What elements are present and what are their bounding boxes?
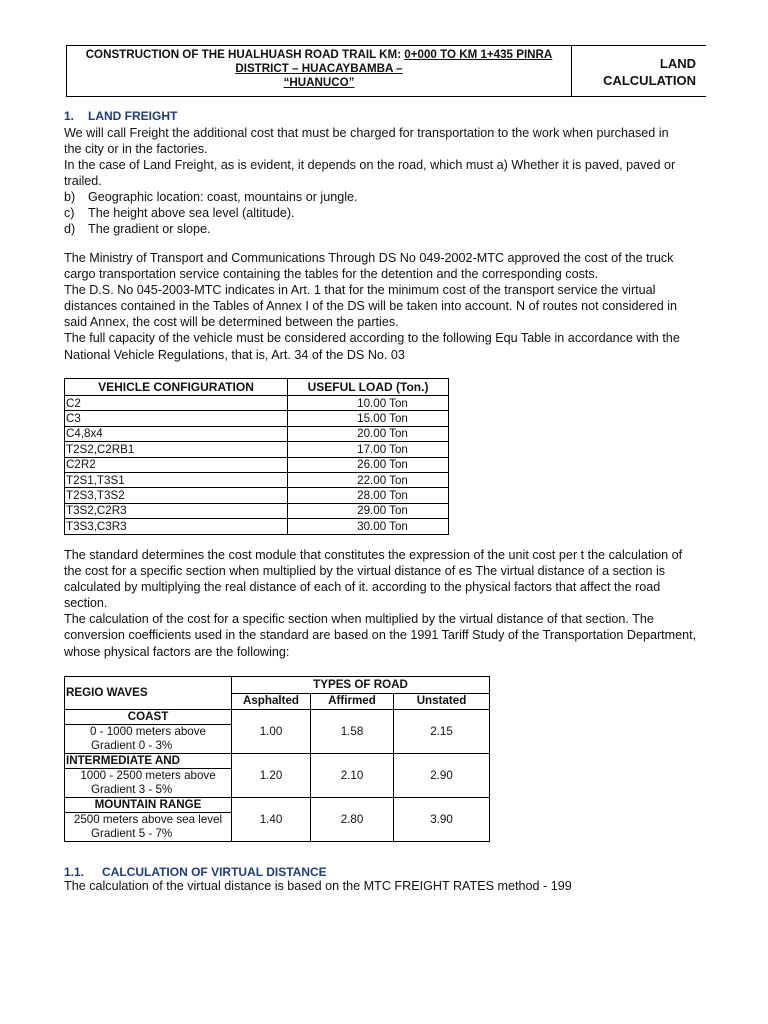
coefficient-cell: 2.80 xyxy=(311,798,394,842)
column-header: VEHICLE CONFIGURATION xyxy=(65,379,288,396)
region-gradient: Gradient 3 - 5% xyxy=(65,783,232,798)
list-marker: c) xyxy=(64,206,75,220)
section-1-1-heading xyxy=(64,865,327,879)
para3-line: the cost for a specific section when multiplied by the virtual distance of es The virtual distance of a section is xyxy=(64,564,666,579)
section-1-1-number: 1.1. xyxy=(64,865,85,879)
coefficient-cell: 1.00 xyxy=(232,710,311,754)
coefficient-cell: 1.58 xyxy=(311,710,394,754)
paragraph-3 xyxy=(64,547,704,660)
para4-line: The calculation of the virtual distance is based on the MTC FREIGHT RATES method - 199 xyxy=(64,879,572,893)
useful-load-cell: 29.00 Ton xyxy=(288,503,449,518)
table-row xyxy=(65,798,490,813)
list-item xyxy=(64,205,295,221)
para2-line: cargo transportation service containing the tables for the detention and the corresponding costs. xyxy=(64,267,599,282)
para1-line: the city or in the factories. xyxy=(64,142,208,157)
side-line1: LAND xyxy=(659,56,696,71)
coefficient-cell: 2.15 xyxy=(394,710,490,754)
para2-line: The full capacity of the vehicle must be considered according to the following Equ Table in accordance with the xyxy=(64,331,680,346)
section-1-number: 1. xyxy=(64,109,75,123)
vehicle-config-cell: T2S2,C2RB1 xyxy=(65,442,288,457)
table-row xyxy=(65,472,449,487)
vehicle-config-cell: T3S2,C2R3 xyxy=(65,503,288,518)
region-name: MOUNTAIN RANGE xyxy=(65,798,232,813)
list-item xyxy=(64,221,211,237)
column-header: Affirmed xyxy=(311,693,394,710)
table-row xyxy=(65,710,490,725)
coefficient-cell: 2.10 xyxy=(311,754,394,798)
useful-load-cell: 17.00 Ton xyxy=(288,442,449,457)
title-line1-a: CONSTRUCTION OF THE HUALHUASH ROAD TRAIL KM: xyxy=(85,48,405,61)
road-coefficient-table xyxy=(64,676,490,842)
para1-line: We will call Freight the additional cost that must be charged for transportation to the work when purchased in xyxy=(64,126,669,140)
region-altitude: 2500 meters above sea level xyxy=(65,813,232,828)
useful-load-cell: 15.00 Ton xyxy=(288,411,449,426)
section-1-1-title: CALCULATION OF VIRTUAL DISTANCE xyxy=(102,865,327,879)
paragraph-4 xyxy=(64,878,704,894)
region-name: INTERMEDIATE AND xyxy=(65,754,232,769)
useful-load-cell: 10.00 Ton xyxy=(288,396,449,411)
para3-line: conversion coefficients used in the standard are based on the 1991 Tariff Study of the Transportation Department, xyxy=(64,628,697,643)
useful-load-cell: 22.00 Ton xyxy=(288,472,449,487)
table-row xyxy=(65,503,449,518)
paragraph-2 xyxy=(64,250,704,363)
para2-line: The D.S. No 045-2003-MTC indicates in Art. 1 that for the minimum cost of the transport service the virtual xyxy=(64,283,656,298)
useful-load-cell: 30.00 Ton xyxy=(288,519,449,534)
coefficient-cell: 1.20 xyxy=(232,754,311,798)
para1-line: trailed. xyxy=(64,174,102,189)
region-name: COAST xyxy=(65,710,232,725)
list-text: The gradient or slope. xyxy=(88,222,211,236)
region-gradient: Gradient 0 - 3% xyxy=(65,739,232,754)
coefficient-cell: 2.90 xyxy=(394,754,490,798)
vehicle-config-cell: T3S3,C3R3 xyxy=(65,519,288,534)
list-text: Geographic location: coast, mountains or jungle. xyxy=(88,190,358,204)
table-row xyxy=(65,411,449,426)
table-header-row xyxy=(65,379,449,396)
para1-line: In the case of Land Freight, as is evident, it depends on the road, which must a) Whether it is paved, paved or xyxy=(64,158,676,173)
para2-line: National Vehicle Regulations, that is, Art. 34 of the DS No. 03 xyxy=(64,347,405,362)
region-gradient: Gradient 5 - 7% xyxy=(65,827,232,842)
table-row xyxy=(65,488,449,503)
table-row xyxy=(65,754,490,769)
list-item xyxy=(64,189,358,205)
column-header: Asphalted xyxy=(232,693,311,710)
title-line3: “HUANUCO” xyxy=(283,76,355,89)
useful-load-cell: 28.00 Ton xyxy=(288,488,449,503)
table-row xyxy=(65,396,449,411)
useful-load-cell: 20.00 Ton xyxy=(288,426,449,441)
region-altitude: 1000 - 2500 meters above xyxy=(65,769,232,784)
column-header: USEFUL LOAD (Ton.) xyxy=(288,379,449,396)
table-row xyxy=(65,426,449,441)
vehicle-config-cell: C4,8x4 xyxy=(65,426,288,441)
vehicle-config-cell: T2S3,T3S2 xyxy=(65,488,288,503)
document-header xyxy=(66,45,706,97)
table-row xyxy=(65,442,449,457)
vehicle-config-cell: C3 xyxy=(65,411,288,426)
para3-line: calculated by multiplying the real distance of each of it. according to the physical factors that affect the road xyxy=(64,580,661,595)
vehicle-config-cell: C2 xyxy=(65,396,288,411)
para2-line: said Annex, the cost will be determined between the parties. xyxy=(64,315,399,330)
paragraph-1 xyxy=(64,125,704,189)
vehicle-config-cell: T2S1,T3S1 xyxy=(65,472,288,487)
coefficient-cell: 1.40 xyxy=(232,798,311,842)
title-line2: DISTRICT – HUACAYBAMBA – xyxy=(235,62,403,75)
useful-load-cell: 26.00 Ton xyxy=(288,457,449,472)
column-header: Unstated xyxy=(394,693,490,710)
types-of-road-header: TYPES OF ROAD xyxy=(232,677,490,694)
para3-line: whose physical factors are the following: xyxy=(64,644,290,659)
project-title xyxy=(66,45,572,97)
title-line1-b: 0+000 TO KM 1+435 PINRA xyxy=(404,48,553,61)
region-header: REGIO WAVES xyxy=(65,677,232,710)
para3-line: The standard determines the cost module that constitutes the expression of the unit cost per t the calculation of xyxy=(64,548,683,562)
para2-line: distances contained in the Tables of Annex I of the DS will be taken into account. N of routes not considered in xyxy=(64,299,678,314)
para3-line: The calculation of the cost for a specific section when multiplied by the virtual distance of that section. The xyxy=(64,612,654,627)
table-row xyxy=(65,519,449,534)
list-marker: d) xyxy=(64,222,76,236)
list-text: The height above sea level (altitude). xyxy=(88,206,295,220)
side-line2: CALCULATION xyxy=(603,73,696,88)
para2-line: The Ministry of Transport and Communications Through DS No 049-2002-MTC approved the cost of the truck xyxy=(64,251,674,265)
section-1-heading xyxy=(64,109,177,123)
vehicle-config-cell: C2R2 xyxy=(65,457,288,472)
vehicle-load-table xyxy=(64,378,449,535)
section-1-title: LAND FREIGHT xyxy=(88,109,178,123)
table-row xyxy=(65,457,449,472)
table-header-row xyxy=(65,677,490,694)
coefficient-cell: 3.90 xyxy=(394,798,490,842)
section-label xyxy=(572,45,706,97)
list-marker: b) xyxy=(64,190,76,204)
region-altitude: 0 - 1000 meters above xyxy=(65,725,232,740)
para3-line: section. xyxy=(64,596,108,611)
